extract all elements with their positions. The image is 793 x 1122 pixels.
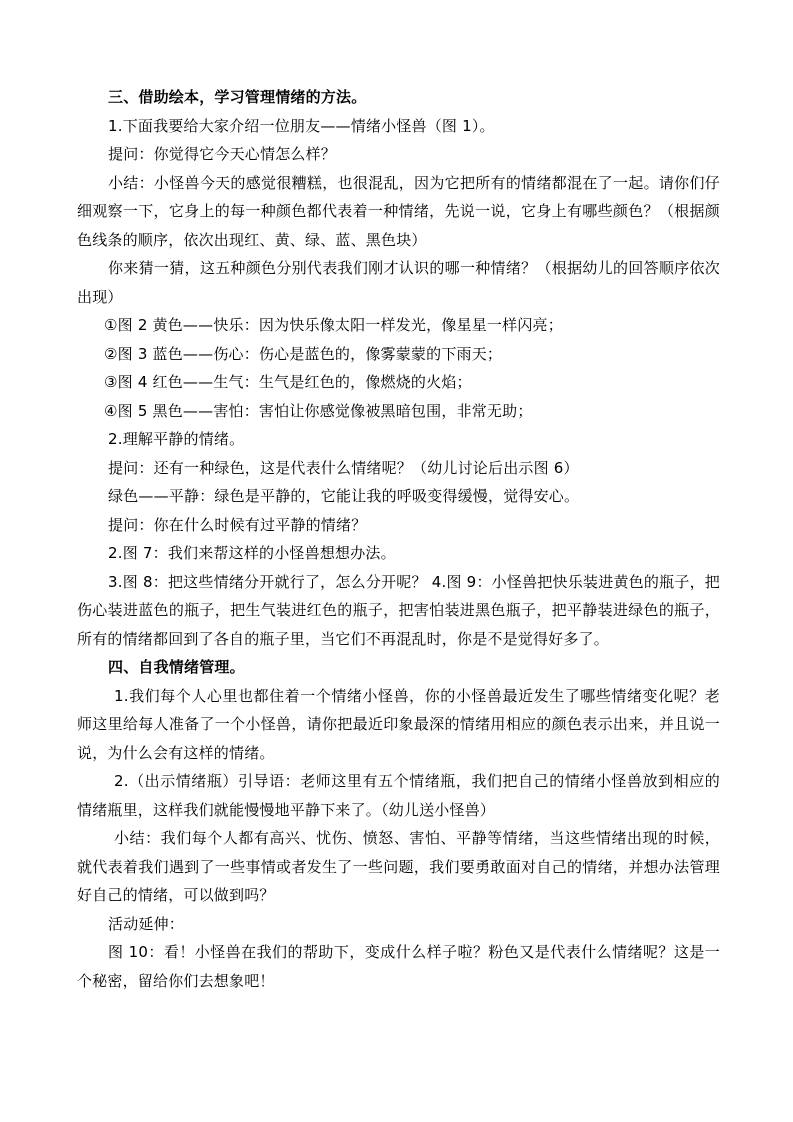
paragraph: 3.图 8：把这些情绪分开就行了，怎么分开呢？ 4.图 9：小怪兽把快乐装进黄色的瓶子，把伤心装进蓝色的瓶子，把生气装进红色的瓶子，把害怕装进黑色瓶子，把平静装进绿色的瓶子，所有的情绪都回到了各自的瓶子里，当它们不再混乱时，你是不是觉得好多了。 [77,572,720,648]
list-item: ②图 3 蓝色——伤心：伤心是蓝色的，像雾蒙蒙的下雨天； [104,344,503,363]
paragraph: 你来猜一猜，这五种颜色分别代表我们刚才认识的哪一种情绪？（根据幼儿的回答顺序依次出现） [77,259,720,306]
paragraph: 2.图 7：我们来帮这样的小怪兽想想办法。 [108,544,396,562]
paragraph: 小结：我们每个人都有高兴、忧伤、愤怒、害怕、平静等情绪，当这些情绪出现的时候，就代表着我们遇到了一些事情或者发生了一些问题，我们要勇敢面对自己的情绪，并想办法管理好自己的情绪，可以做到吗？ [77,829,720,904]
list-item: ④图 5 黑色——害怕：害怕让你感觉像被黑暗包围，非常无助； [104,401,533,420]
section-four-heading: 四、自我情绪管理。 [108,658,245,676]
paragraph: 提问：还有一种绿色，这是代表什么情绪呢？（幼儿讨论后出示图 6） [108,458,579,477]
document-body [77,83,720,995]
paragraph: 图 10：看！小怪兽在我们的帮助下，变成什么样子啦？粉色又是代表什么情绪呢？这是一个秘密，留给你们去想象吧！ [77,943,720,990]
paragraph: 绿色——平静：绿色是平静的，它能让我的呼吸变得缓慢，觉得安心。 [108,487,580,505]
paragraph: 1.下面我要给大家介绍一位朋友——情绪小怪兽（图 1）。 [108,116,495,135]
paragraph: 提问：你觉得它今天心情怎么样？ [108,145,337,163]
paragraph: 1.我们每个人心里也都住着一个情绪小怪兽，你的小怪兽最近发生了哪些情绪变化呢？老师这里给每人准备了一个小怪兽，请你把最近印象最深的情绪用相应的颜色表示出来，并且说一说，为什么会有这样的情绪。 [77,686,720,762]
section-three-heading: 三、借助绘本，学习管理情绪的方法。 [108,88,367,106]
paragraph: 2.理解平静的情绪。 [108,430,245,448]
list-item: ③图 4 红色——生气：生气是红色的，像燃烧的火焰； [104,373,472,391]
list-item: ①图 2 黄色——快乐：因为快乐像太阳一样发光，像星星一样闪亮； [104,316,563,334]
paragraph: 2.（出示情绪瓶）引导语：老师这里有五个情绪瓶，我们把自己的情绪小怪兽放到相应的情绪瓶里，这样我们就能慢慢地平静下来了。（幼儿送小怪兽） [77,772,720,819]
paragraph: 提问：你在什么时候有过平静的情绪？ [108,515,367,534]
paragraph: 活动延伸： [108,914,185,933]
paragraph: 小结：小怪兽今天的感觉很糟糕，也很混乱，因为它把所有的情绪都混在了一起。请你们仔细观察一下，它身上的每一种颜色都代表着一种情绪，先说一说，它身上有哪些颜色？（根据颜色线条的顺序，依次出现红、黄、绿、蓝、黑色块） [77,173,720,249]
